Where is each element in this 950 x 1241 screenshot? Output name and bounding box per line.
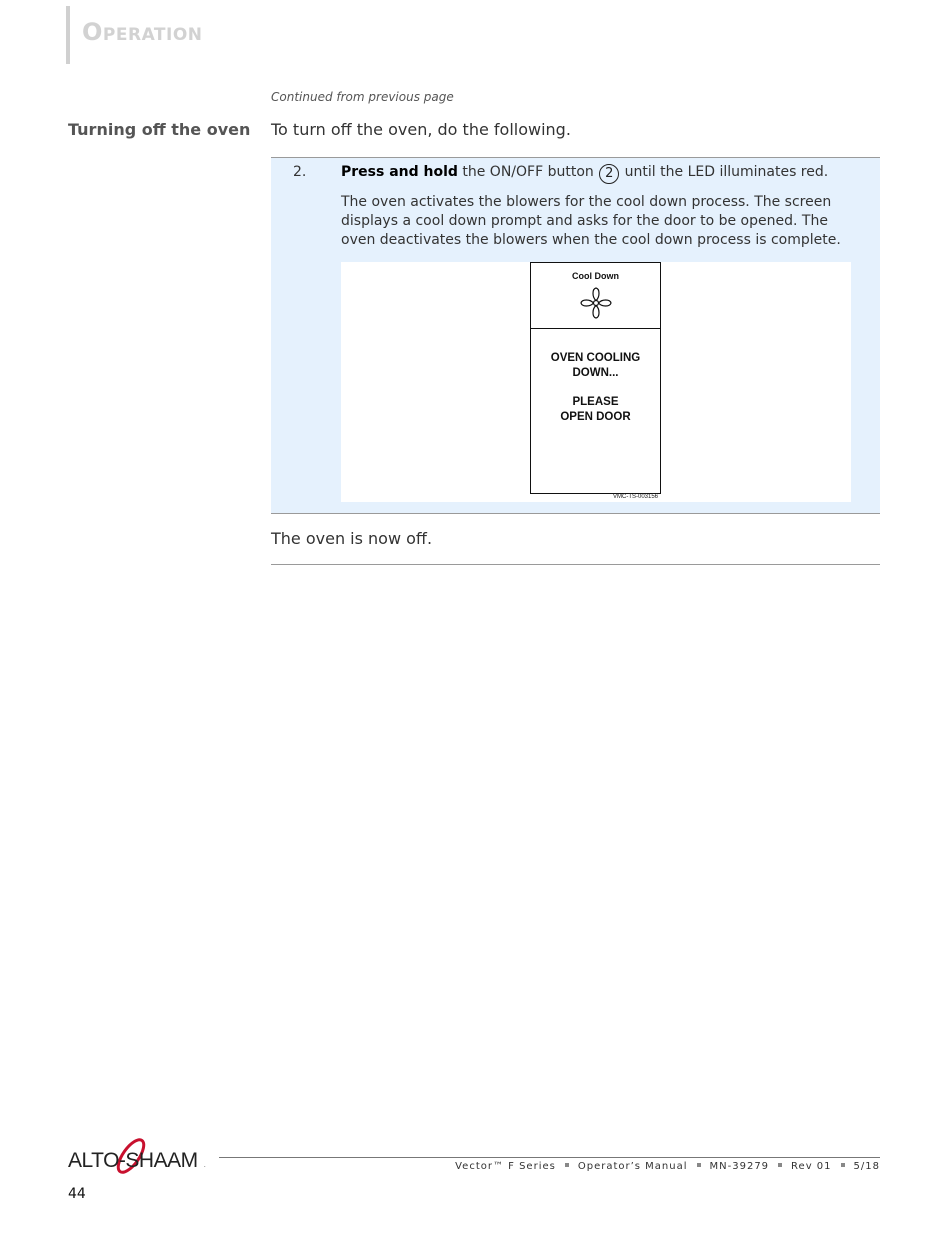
footer-revision: Rev 01 (791, 1161, 832, 1172)
footer-doc-type: Operator’s Manual (577, 1161, 688, 1172)
footer-separator (778, 1163, 782, 1167)
alto-shaam-logo (68, 1136, 210, 1180)
fan-icon (579, 286, 613, 320)
oven-screen-illustration (530, 262, 661, 494)
footer-rule (219, 1157, 880, 1158)
step-action-text-1: the ON/OFF button (462, 164, 594, 180)
screen-title: Cool Down (572, 271, 619, 281)
side-heading: Turning off the oven (68, 120, 251, 139)
door-message-line-2: OPEN DOOR (560, 410, 631, 423)
step-box (271, 157, 880, 514)
svg-text:ALTO-SHAAM: ALTO-SHAAM (68, 1149, 198, 1172)
cooling-message (531, 351, 660, 380)
footer-separator (841, 1163, 845, 1167)
section-title: Operation (82, 18, 203, 46)
svg-text:.: . (204, 1163, 206, 1169)
continued-note: Continued from previous page (271, 90, 454, 104)
intro-text: To turn off the oven, do the following. (271, 120, 571, 139)
button-callout: 2 (599, 164, 619, 184)
footer-separator (697, 1163, 701, 1167)
door-message (531, 395, 660, 424)
header-accent-bar (66, 6, 70, 64)
footer-doc-info (455, 1161, 880, 1172)
door-message-line-1: PLEASE (572, 396, 619, 408)
figure-panel (341, 262, 851, 502)
footer-separator (565, 1163, 569, 1167)
footer-date: 5/18 (853, 1161, 880, 1172)
step-number: 2. (293, 164, 307, 180)
section-divider (271, 564, 880, 565)
step-action-bold: Press and hold (341, 164, 458, 180)
result-text: The oven is now off. (271, 529, 433, 548)
footer-product: Vector™ F Series (455, 1161, 556, 1172)
screen-header (531, 263, 660, 329)
step-action-text-2: until the LED illuminates red. (624, 164, 829, 180)
footer-doc-number: MN-39279 (709, 1161, 770, 1172)
step-instruction (341, 164, 861, 184)
figure-id: VMC-TS-003156 (613, 494, 659, 500)
cooling-message-line-1: OVEN COOLING (550, 352, 641, 364)
step-description: The oven activates the blowers for the cool down process. The screen displays a cool down prompt and asks for the door to be opened. The oven deactivates the blowers when the cool down process is complete. (341, 194, 841, 248)
page-number: 44 (68, 1186, 86, 1202)
cooling-message-line-2: DOWN... (572, 366, 619, 379)
